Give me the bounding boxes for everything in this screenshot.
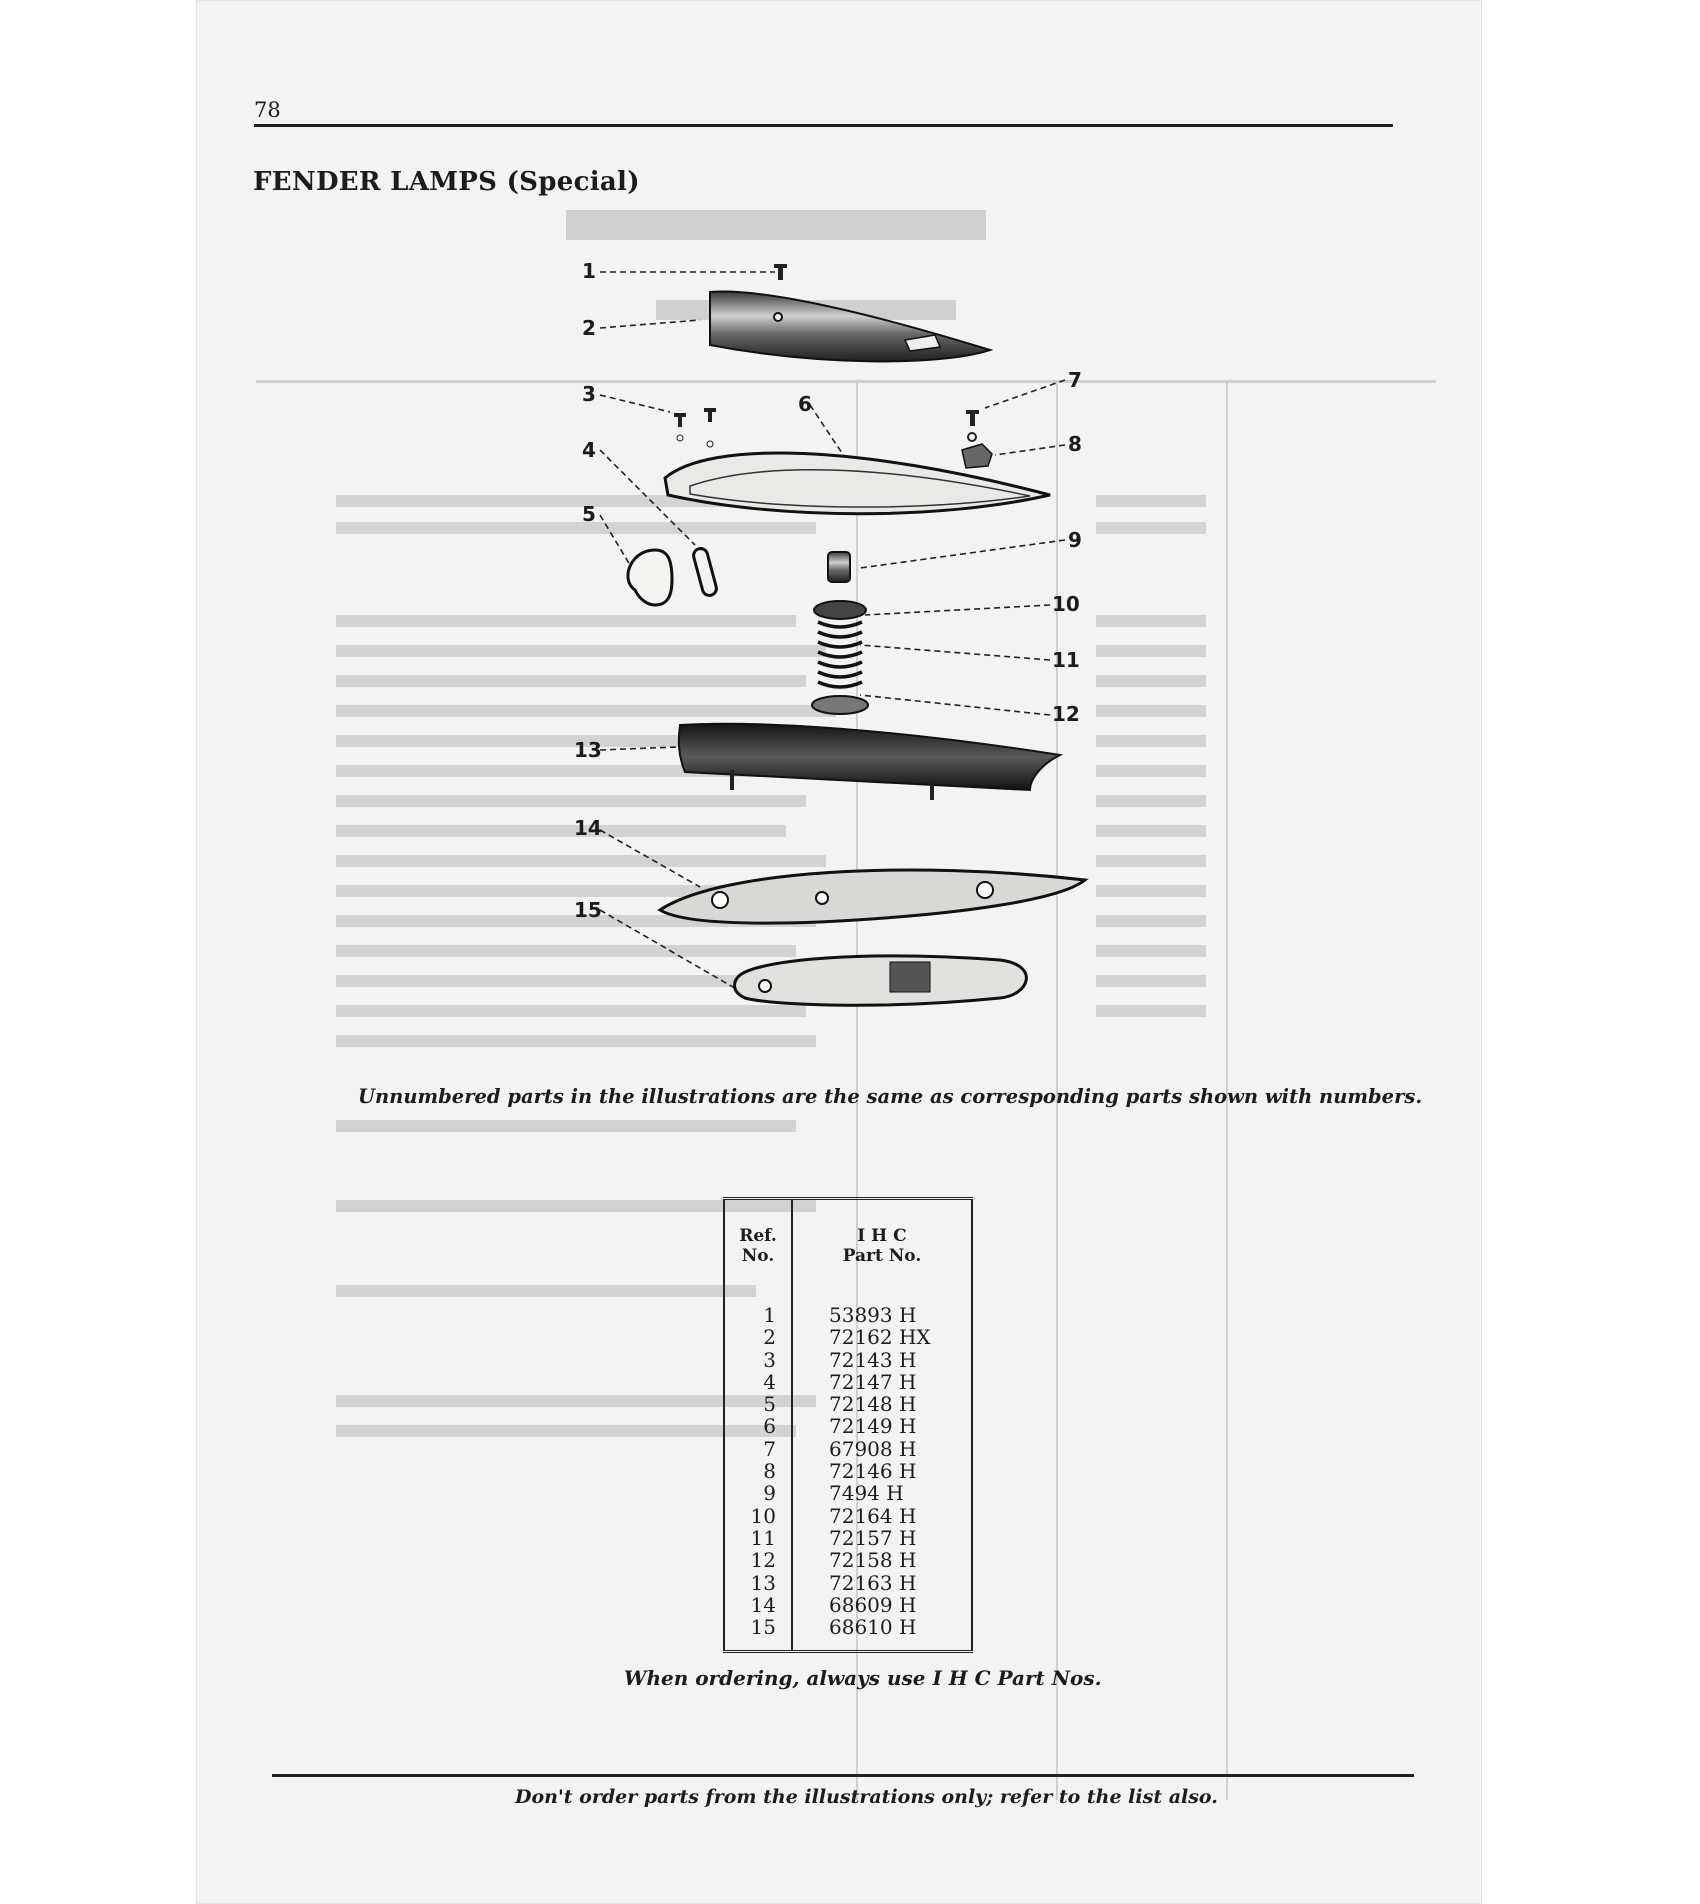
table-row <box>723 1349 973 1371</box>
page-title: FENDER LAMPS (Special) <box>253 167 640 197</box>
ref-number: 9 <box>763 1481 776 1506</box>
part-number: 72162 HX <box>829 1325 931 1350</box>
ref-number: 10 <box>750 1503 776 1528</box>
callout-15: 15 <box>574 898 602 922</box>
ref-number: 15 <box>750 1615 776 1640</box>
part-number: 72143 H <box>829 1347 917 1372</box>
table-row <box>723 1572 973 1594</box>
part-9-socket <box>828 552 850 582</box>
table-row <box>723 1304 973 1326</box>
part-3-screws <box>674 408 716 447</box>
ref-number: 13 <box>750 1570 776 1595</box>
callout-8: 8 <box>1068 432 1082 456</box>
table-row <box>723 1326 973 1348</box>
ref-number: 1 <box>763 1303 776 1327</box>
part-8-bracket <box>962 444 992 468</box>
callout-3: 3 <box>582 382 596 406</box>
ref-number: 3 <box>763 1347 776 1372</box>
part-number: 72148 H <box>829 1392 917 1417</box>
ref-number: 4 <box>763 1369 776 1394</box>
table-row <box>723 1460 973 1482</box>
callout-5: 5 <box>582 502 596 526</box>
callout-12: 12 <box>1052 702 1080 726</box>
part-number: 68609 H <box>829 1592 917 1617</box>
callout-10: 10 <box>1052 592 1080 616</box>
table-row <box>723 1549 973 1571</box>
table-row <box>723 1438 973 1460</box>
ordering-note: When ordering, always use I H C Part Nos. <box>624 1666 1102 1690</box>
callout-11: 11 <box>1052 648 1080 672</box>
part-13-lamp-base <box>679 724 1060 790</box>
part-number: 72157 H <box>829 1525 917 1550</box>
ref-number: 14 <box>750 1592 776 1617</box>
parts-table <box>723 1197 973 1653</box>
callout-1: 1 <box>582 259 596 283</box>
ref-number: 7 <box>763 1436 776 1461</box>
table-row <box>723 1371 973 1393</box>
callout-13: 13 <box>574 738 602 762</box>
header-part-no: I H C Part No. <box>842 1226 922 1266</box>
part-7-screw <box>966 410 979 441</box>
table-row <box>723 1415 973 1437</box>
callout-4: 4 <box>582 438 596 462</box>
ref-number: 5 <box>763 1392 776 1417</box>
part-number: 68610 H <box>829 1615 917 1640</box>
table-row <box>723 1616 973 1638</box>
part-4-clip <box>692 547 718 597</box>
part-number: 72158 H <box>829 1548 917 1573</box>
callout-14: 14 <box>574 816 602 840</box>
ref-number: 8 <box>763 1459 776 1484</box>
footer-note: Don't order parts from the illustrations only; refer to the list also. <box>515 1786 1218 1808</box>
part-number: 72147 H <box>829 1369 917 1394</box>
page-number: 78 <box>254 98 281 122</box>
table-row <box>723 1505 973 1527</box>
exploded-parts-diagram <box>560 250 1120 1030</box>
header-ref-no: Ref. No. <box>739 1226 777 1266</box>
part-10-12-spring-assembly <box>812 601 868 714</box>
callout-7: 7 <box>1068 368 1082 392</box>
part-5-lens <box>628 550 672 605</box>
part-number: 67908 H <box>829 1436 917 1461</box>
part-number: 72163 H <box>829 1570 917 1595</box>
ref-number: 12 <box>750 1548 776 1573</box>
table-rows <box>723 1304 973 1638</box>
part-6-lamp-rim <box>665 453 1050 514</box>
part-2-lamp-hood <box>710 292 990 362</box>
table-row <box>723 1527 973 1549</box>
footer-rule <box>272 1774 1414 1777</box>
part-1-screw <box>774 264 787 280</box>
diagram-drawing <box>560 250 1120 1030</box>
ref-number: 2 <box>763 1325 776 1350</box>
callout-2: 2 <box>582 316 596 340</box>
header-rule <box>254 124 1393 127</box>
ref-number: 6 <box>763 1414 776 1439</box>
unnumbered-parts-note: Unnumbered parts in the illustrations are the same as corresponding parts shown with numbers. <box>358 1085 1423 1108</box>
part-number: 72149 H <box>829 1414 917 1439</box>
part-number: 53893 H <box>829 1303 917 1327</box>
part-number: 72164 H <box>829 1503 917 1528</box>
part-15-mounting-plate <box>735 956 1027 1005</box>
table-row <box>723 1594 973 1616</box>
part-number: 7494 H <box>829 1481 904 1506</box>
ref-number: 11 <box>750 1525 776 1550</box>
table-row <box>723 1393 973 1415</box>
callout-9: 9 <box>1068 528 1082 552</box>
table-row <box>723 1482 973 1504</box>
callout-6: 6 <box>798 392 812 416</box>
part-number: 72146 H <box>829 1459 917 1484</box>
